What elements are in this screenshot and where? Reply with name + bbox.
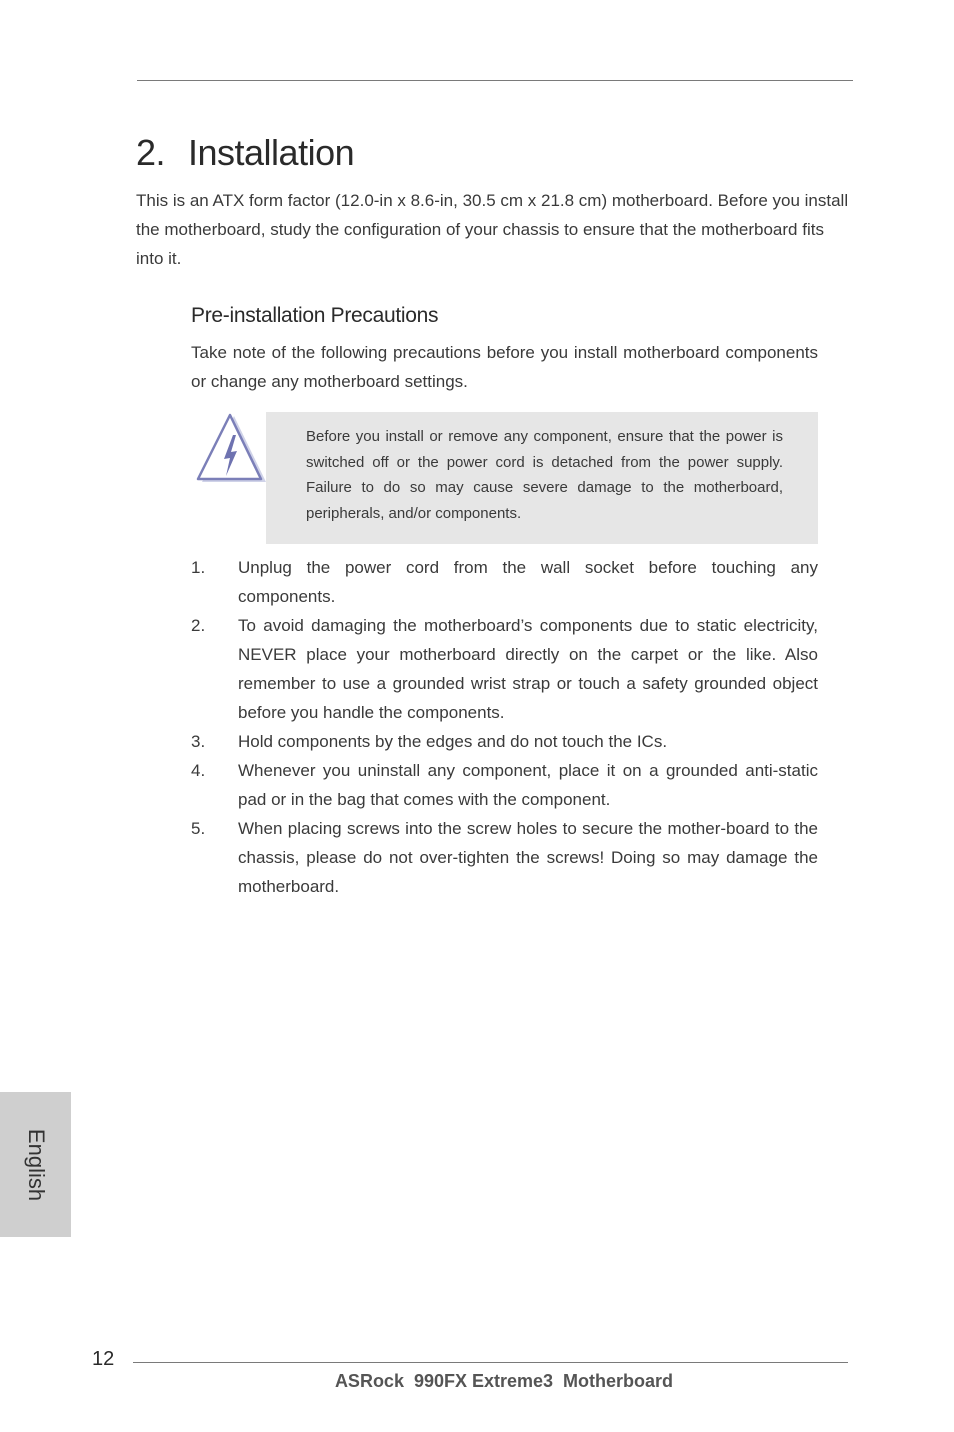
list-item-text: Unplug the power cord from the wall socket before touching any components.: [238, 558, 818, 606]
list-item-number: 3.: [191, 732, 206, 751]
section-title: Installation: [188, 132, 355, 173]
list-item: [191, 756, 818, 814]
list-item-number: 1.: [191, 558, 206, 577]
language-side-tab: [0, 1092, 71, 1237]
warning-triangle-lightning-icon: [194, 413, 268, 485]
section-number: 2.: [136, 132, 166, 173]
precautions-heading: Pre-installation Precautions: [191, 304, 439, 327]
precautions-list: [191, 553, 818, 901]
list-item-text: Hold components by the edges and do not touch the ICs.: [238, 732, 668, 751]
caution-text: Before you install or remove any component, ensure that the power is switched off or the power cord is detached from the power supply. Failure to do so may cause severe damage to the motherboard, peripherals, and/or components.: [306, 428, 783, 522]
list-item-number: 2.: [191, 616, 206, 635]
footer-product-name: ASRock 990FX Extreme3 Motherboard: [334, 1371, 674, 1391]
list-item-number: 4.: [191, 761, 206, 780]
top-divider: [137, 80, 853, 81]
list-item-text: When placing screws into the screw holes to secure the mother-board to the chassis, please do not over-tighten the screws! Doing so may damage the motherboard.: [238, 819, 818, 896]
list-item-number: 5.: [191, 819, 206, 838]
caution-box: [266, 412, 818, 544]
list-item-text: To avoid damaging the motherboard’s components due to static electricity, NEVER place your motherboard directly on the carpet or the like. Also remember to use a grounded wrist strap or touch a safety grounded object before you handle the components.: [238, 616, 818, 722]
list-item: [191, 553, 818, 611]
intro-paragraph: This is an ATX form factor (12.0-in x 8.6-in, 30.5 cm x 21.8 cm) motherboard. Before you install the motherboard, study the configuration of your chassis to ensure that the motherboard fits into it.: [136, 191, 849, 268]
bottom-divider: [133, 1362, 848, 1363]
page-title: [136, 132, 354, 174]
list-item: [191, 727, 818, 756]
language-label: English: [23, 1128, 49, 1201]
list-item: [191, 814, 818, 901]
list-item: [191, 611, 818, 727]
page-number: 12: [92, 1348, 115, 1370]
precautions-intro: Take note of the following precautions before you install motherboard components or change any motherboard settings.: [191, 343, 818, 391]
list-item-text: Whenever you uninstall any component, place it on a grounded anti-static pad or in the bag that comes with the component.: [238, 761, 818, 809]
